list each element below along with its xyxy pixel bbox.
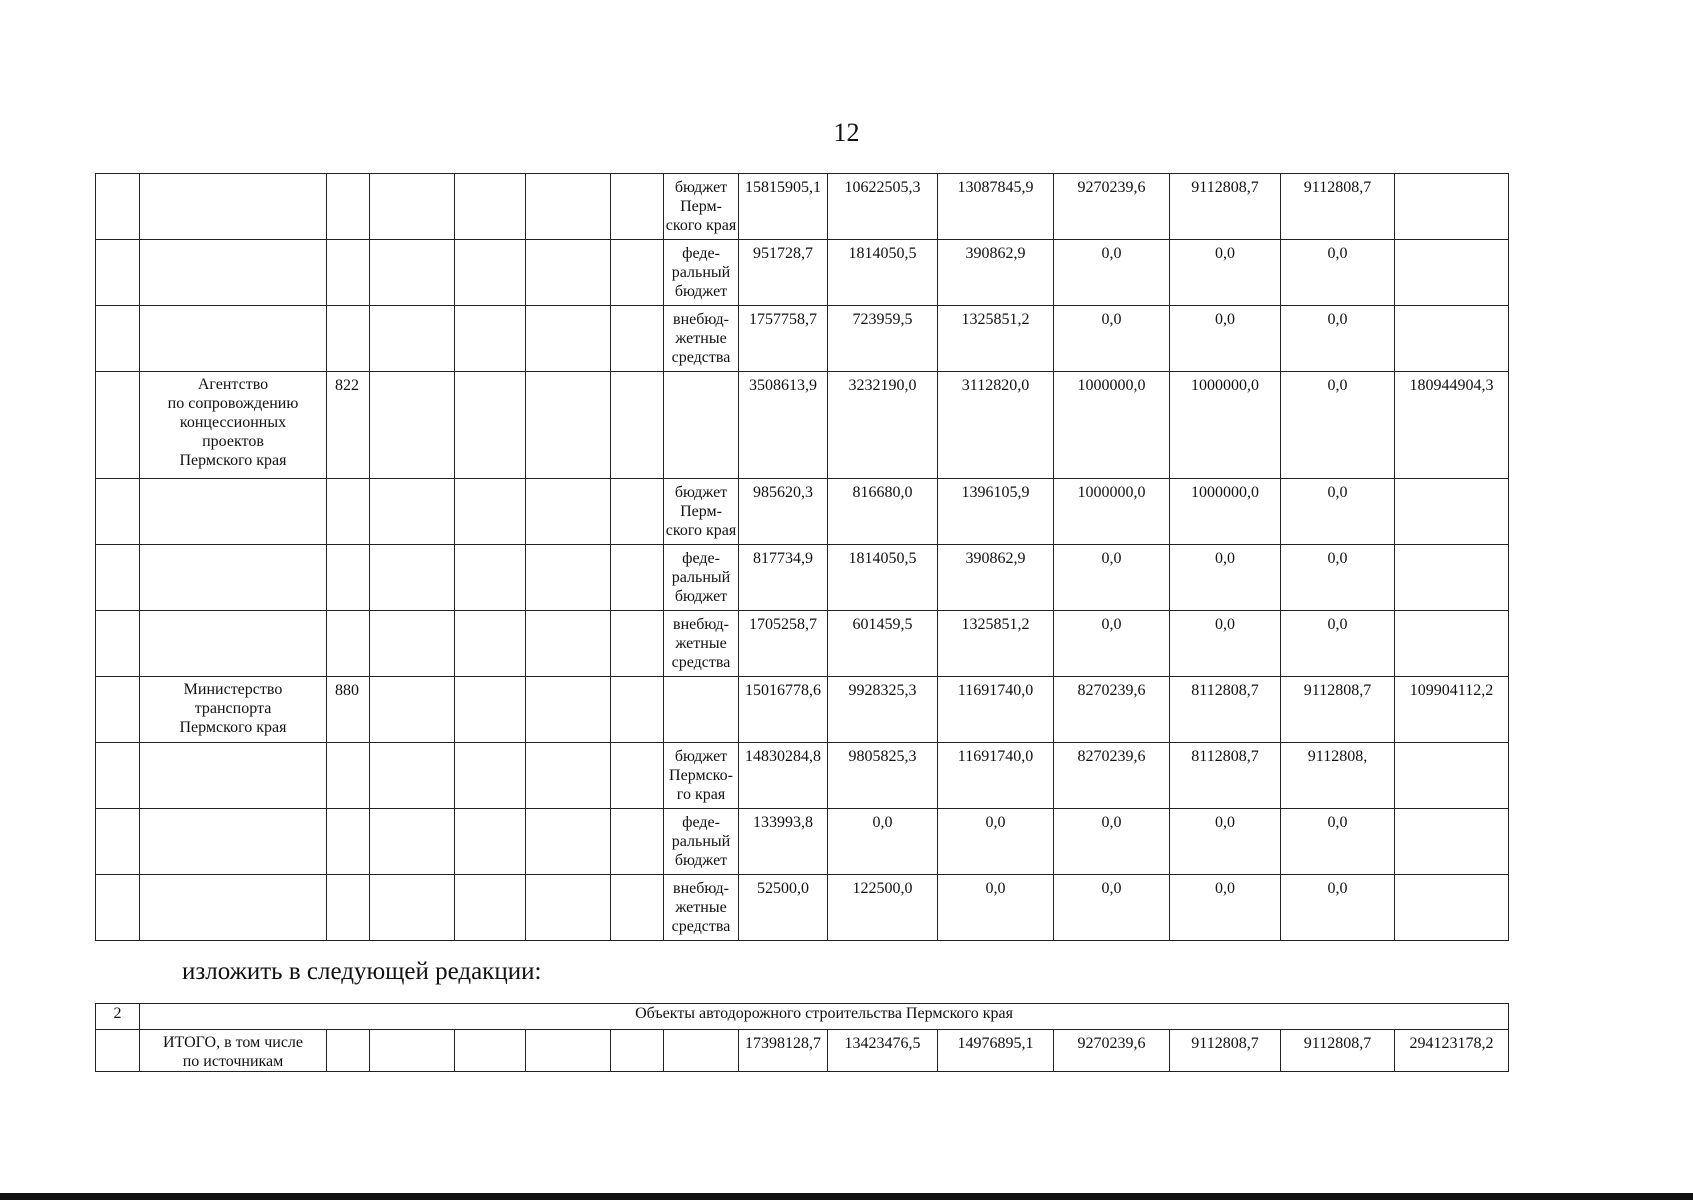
value-6: 9112808,7	[1281, 1030, 1395, 1072]
org-name	[140, 611, 327, 677]
org-name	[140, 545, 327, 611]
total-value: 180944904,3	[1395, 372, 1509, 479]
org-name	[140, 306, 327, 372]
section-heading: изложить в следующей редакции:	[182, 958, 542, 985]
value-1: 1757758,7	[739, 306, 828, 372]
org-code	[327, 240, 370, 306]
table-row	[96, 677, 1509, 743]
value-2: 601459,5	[828, 611, 938, 677]
table-row	[96, 809, 1509, 875]
value-5: 0,0	[1170, 611, 1281, 677]
funding-source: бюджет Перм- ского края	[664, 479, 739, 545]
empty-cell	[370, 306, 455, 372]
empty-cell	[96, 240, 140, 306]
empty-cell	[96, 479, 140, 545]
value-4: 1000000,0	[1054, 372, 1170, 479]
value-4: 0,0	[1054, 240, 1170, 306]
value-3: 11691740,0	[938, 743, 1054, 809]
value-6: 0,0	[1281, 875, 1395, 941]
value-6: 0,0	[1281, 479, 1395, 545]
org-code	[327, 479, 370, 545]
empty-cell	[370, 479, 455, 545]
org-name	[140, 809, 327, 875]
value-3: 1325851,2	[938, 611, 1054, 677]
empty-cell	[455, 1030, 526, 1072]
org-name: Министерство транспорта Пермского края	[140, 677, 327, 743]
empty-cell	[455, 611, 526, 677]
value-3: 390862,9	[938, 240, 1054, 306]
total-value: 294123178,2	[1395, 1030, 1509, 1072]
value-1: 15815905,1	[739, 174, 828, 240]
value-1: 3508613,9	[739, 372, 828, 479]
org-code	[327, 875, 370, 941]
table-row	[96, 611, 1509, 677]
value-5: 9112808,7	[1170, 174, 1281, 240]
table-row	[96, 174, 1509, 240]
value-1: 1705258,7	[739, 611, 828, 677]
empty-cell	[526, 174, 611, 240]
value-2: 723959,5	[828, 306, 938, 372]
value-6: 0,0	[1281, 611, 1395, 677]
value-2: 9805825,3	[828, 743, 938, 809]
org-code	[327, 306, 370, 372]
value-2: 3232190,0	[828, 372, 938, 479]
value-2: 1814050,5	[828, 240, 938, 306]
value-3: 13087845,9	[938, 174, 1054, 240]
empty-cell	[526, 479, 611, 545]
total-value: 109904112,2	[1395, 677, 1509, 743]
empty-cell	[327, 1030, 370, 1072]
funding-source	[664, 372, 739, 479]
value-3: 0,0	[938, 809, 1054, 875]
value-1: 817734,9	[739, 545, 828, 611]
org-code	[327, 174, 370, 240]
value-6: 0,0	[1281, 306, 1395, 372]
org-code	[327, 611, 370, 677]
value-3: 390862,9	[938, 545, 1054, 611]
value-6: 0,0	[1281, 545, 1395, 611]
total-value	[1395, 875, 1509, 941]
empty-cell	[526, 372, 611, 479]
section-title: Объекты автодорожного строительства Пермского края	[140, 1004, 1509, 1030]
empty-cell	[611, 1030, 664, 1072]
org-code	[327, 545, 370, 611]
total-label: ИТОГО, в том числе по источникам	[140, 1030, 327, 1072]
org-name	[140, 240, 327, 306]
value-5: 0,0	[1170, 240, 1281, 306]
value-4: 1000000,0	[1054, 479, 1170, 545]
value-2: 0,0	[828, 809, 938, 875]
org-name	[140, 174, 327, 240]
value-4: 8270239,6	[1054, 743, 1170, 809]
value-6: 9112808,	[1281, 743, 1395, 809]
total-value	[1395, 174, 1509, 240]
empty-cell	[526, 1030, 611, 1072]
budget-table-upper-body	[96, 174, 1509, 941]
org-name	[140, 479, 327, 545]
empty-cell	[96, 875, 140, 941]
value-5: 0,0	[1170, 809, 1281, 875]
value-4: 0,0	[1054, 306, 1170, 372]
empty-cell	[455, 174, 526, 240]
empty-cell	[526, 240, 611, 306]
empty-cell	[526, 545, 611, 611]
org-name	[140, 875, 327, 941]
empty-cell	[611, 743, 664, 809]
empty-cell	[370, 809, 455, 875]
value-4: 0,0	[1054, 875, 1170, 941]
empty-cell	[370, 545, 455, 611]
empty-cell	[96, 743, 140, 809]
value-6: 9112808,7	[1281, 677, 1395, 743]
org-code	[327, 743, 370, 809]
value-2: 816680,0	[828, 479, 938, 545]
funding-source: внебюд- жетные средства	[664, 875, 739, 941]
org-code: 880	[327, 677, 370, 743]
value-3: 0,0	[938, 875, 1054, 941]
value-5: 0,0	[1170, 545, 1281, 611]
value-3: 1396105,9	[938, 479, 1054, 545]
value-1: 52500,0	[739, 875, 828, 941]
funding-source: феде- ральный бюджет	[664, 240, 739, 306]
funding-source	[664, 677, 739, 743]
total-value	[1395, 240, 1509, 306]
empty-cell	[526, 611, 611, 677]
empty-cell	[96, 611, 140, 677]
value-2: 9928325,3	[828, 677, 938, 743]
total-value	[1395, 809, 1509, 875]
empty-cell	[455, 372, 526, 479]
empty-cell	[370, 240, 455, 306]
value-5: 8112808,7	[1170, 743, 1281, 809]
table-row	[96, 743, 1509, 809]
empty-cell	[96, 1030, 140, 1072]
page-number: 12	[833, 118, 860, 147]
table-row	[96, 479, 1509, 545]
total-value	[1395, 743, 1509, 809]
value-5: 8112808,7	[1170, 677, 1281, 743]
value-1: 951728,7	[739, 240, 828, 306]
value-4: 0,0	[1054, 809, 1170, 875]
table-row	[96, 875, 1509, 941]
value-3: 14976895,1	[938, 1030, 1054, 1072]
empty-cell	[96, 174, 140, 240]
empty-cell	[455, 240, 526, 306]
empty-cell	[455, 743, 526, 809]
empty-cell	[611, 809, 664, 875]
empty-cell	[611, 875, 664, 941]
value-3: 3112820,0	[938, 372, 1054, 479]
empty-cell	[455, 677, 526, 743]
empty-cell	[526, 306, 611, 372]
empty-cell	[96, 677, 140, 743]
value-3: 11691740,0	[938, 677, 1054, 743]
value-5: 0,0	[1170, 306, 1281, 372]
empty-cell	[455, 809, 526, 875]
empty-cell	[96, 545, 140, 611]
total-row	[96, 1030, 1509, 1072]
section-row	[96, 1004, 1509, 1030]
empty-cell	[526, 809, 611, 875]
budget-table-upper	[95, 173, 1509, 941]
value-5: 1000000,0	[1170, 372, 1281, 479]
empty-cell	[370, 743, 455, 809]
empty-cell	[455, 545, 526, 611]
empty-cell	[611, 545, 664, 611]
empty-cell	[370, 875, 455, 941]
empty-cell	[96, 809, 140, 875]
org-code	[327, 809, 370, 875]
value-1: 133993,8	[739, 809, 828, 875]
section-number: 2	[96, 1004, 140, 1030]
value-6: 0,0	[1281, 240, 1395, 306]
funding-source: феде- ральный бюджет	[664, 545, 739, 611]
value-4: 8270239,6	[1054, 677, 1170, 743]
value-5: 9112808,7	[1170, 1030, 1281, 1072]
empty-cell	[611, 677, 664, 743]
org-name: Агентство по сопровождению концессионных проектов Пермского края	[140, 372, 327, 479]
value-1: 17398128,7	[739, 1030, 828, 1072]
value-5: 0,0	[1170, 875, 1281, 941]
empty-cell	[370, 1030, 455, 1072]
value-1: 985620,3	[739, 479, 828, 545]
empty-cell	[370, 174, 455, 240]
empty-cell	[611, 306, 664, 372]
table-row	[96, 372, 1509, 479]
budget-table-lower	[95, 1003, 1509, 1072]
value-4: 0,0	[1054, 545, 1170, 611]
total-value	[1395, 479, 1509, 545]
value-6: 0,0	[1281, 372, 1395, 479]
table-row	[96, 240, 1509, 306]
value-4: 9270239,6	[1054, 1030, 1170, 1072]
value-6: 9112808,7	[1281, 174, 1395, 240]
value-1: 15016778,6	[739, 677, 828, 743]
funding-source: феде- ральный бюджет	[664, 809, 739, 875]
empty-cell	[611, 611, 664, 677]
total-value	[1395, 306, 1509, 372]
value-2: 13423476,5	[828, 1030, 938, 1072]
value-2: 1814050,5	[828, 545, 938, 611]
value-2: 122500,0	[828, 875, 938, 941]
empty-cell	[526, 677, 611, 743]
org-code: 822	[327, 372, 370, 479]
table-row	[96, 306, 1509, 372]
empty-cell	[611, 174, 664, 240]
value-1: 14830284,8	[739, 743, 828, 809]
funding-source: бюджет Пермско- го края	[664, 743, 739, 809]
funding-source: внебюд- жетные средства	[664, 611, 739, 677]
total-value	[1395, 545, 1509, 611]
empty-cell	[611, 240, 664, 306]
org-name	[140, 743, 327, 809]
empty-cell	[526, 743, 611, 809]
scan-border	[0, 1193, 1693, 1200]
empty-cell	[96, 306, 140, 372]
funding-source: бюджет Перм- ского края	[664, 174, 739, 240]
empty-cell	[526, 875, 611, 941]
empty-cell	[370, 677, 455, 743]
value-6: 0,0	[1281, 809, 1395, 875]
value-4: 0,0	[1054, 611, 1170, 677]
empty-cell	[370, 372, 455, 479]
empty-cell	[370, 611, 455, 677]
value-3: 1325851,2	[938, 306, 1054, 372]
empty-cell	[611, 479, 664, 545]
empty-cell	[664, 1030, 739, 1072]
empty-cell	[611, 372, 664, 479]
value-4: 9270239,6	[1054, 174, 1170, 240]
empty-cell	[96, 372, 140, 479]
total-value	[1395, 611, 1509, 677]
value-5: 1000000,0	[1170, 479, 1281, 545]
empty-cell	[455, 306, 526, 372]
empty-cell	[455, 875, 526, 941]
value-2: 10622505,3	[828, 174, 938, 240]
table-row	[96, 545, 1509, 611]
funding-source: внебюд- жетные средства	[664, 306, 739, 372]
empty-cell	[455, 479, 526, 545]
